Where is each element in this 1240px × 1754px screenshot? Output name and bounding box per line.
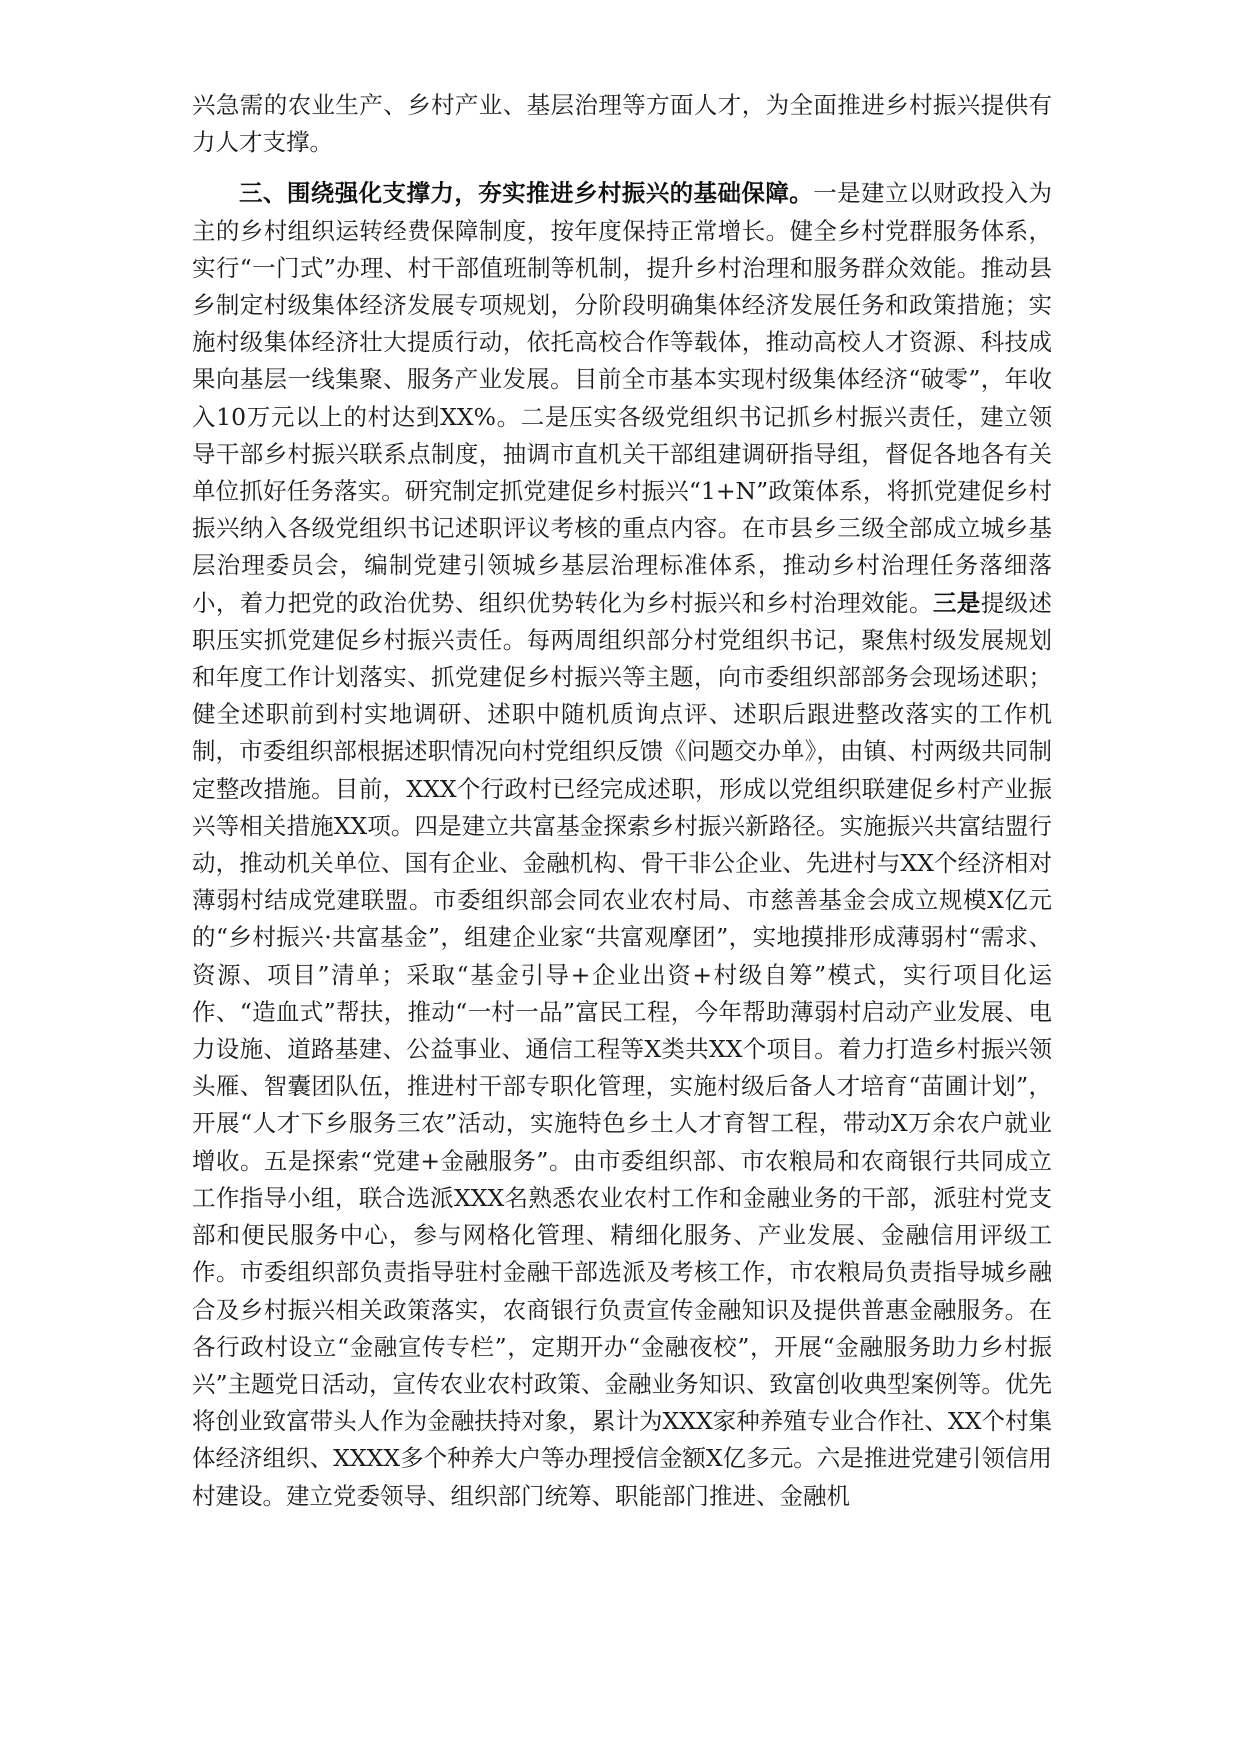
paragraph-section-three <box>192 175 1052 1514</box>
paragraph-continued: 兴急需的农业生产、乡村产业、基层治理等方面人才，为全面推进乡村振兴提供有力人才支撑。 <box>192 91 1052 157</box>
section-text-part-1: 一是建立以财政投入为主的乡村组织运转经费保障制度，按年度保持正常增长。健全乡村党群服务体系，实行“一门式”办理、村干部值班制等机制，提升乡村治理和服务群众效能。推动县乡制定村级集体经济发展专项规划，分阶段明确集体经济发展任务和政策措施；实施村级集体经济壮大提质行动，依托高校合作等载体，推动高校人才资源、科技成果向基层一线集聚、服务产业发展。目前全市基本实现村级集体经济“破零”，年收入10万元以上的村达到XX%。二是压实各级党组织书记抓乡村振兴责任，建立领导干部乡村振兴联系点制度，抽调市直机关干部组建调研指导组，督促各地各有关单位抓好任务落实。研究制定抓党建促乡村振兴“1+N”政策体系，将抓党建促乡村振兴纳入各级党组织书记述职评议考核的重点内容。在市县乡三级全部成立城乡基层治理委员会，编制党建引领城乡基层治理标准体系，推动乡村治理任务落细落小，着力把党的政治优势、组织优势转化为乡村振兴和乡村治理效能。 <box>192 179 1053 617</box>
section-text-part-2: 提级述职压实抓党建促乡村振兴责任。每两周组织部分村党组织书记，聚焦村级发展规划和年度工作计划落实、抓党建促乡村振兴等主题，向市委组织部部务会现场述职；健全述职前到村实地调研、述职中随机质询点评、述职后跟进整改落实的工作机制，市委组织部根据述职情况向村党组织反馈《问题交办单》，由镇、村两级共同制定整改措施。目前，XXX个行政村已经完成述职，形成以党组织联建促乡村产业振兴等相关措施XX项。四是建立共富基金探索乡村振兴新路径。实施振兴共富结盟行动，推动机关单位、国有企业、金融机构、骨干非公企业、先进村与XX个经济相对薄弱村结成党建联盟。市委组织部会同农业农村局、市慈善基金会成立规模X亿元的“乡村振兴·共富基金”，组建企业家“共富观摩团”，实地摸排形成薄弱村“需求、资源、项目”清单；采取“基金引导+企业出资+村级自筹”模式，实行项目化运作、“造血式”帮扶，推动“一村一品”富民工程，今年帮助薄弱村启动产业发展、电力设施、道路基建、公益事业、通信工程等X类共XX个项目。着力打造乡村振兴领头雁、智囊团队伍，推进村干部专职化管理，实施村级后备人才培育“苗圃计划”，开展“人才下乡服务三农”活动，实施特色乡土人才育智工程，带动X万余农户就业增收。五是探索“党建+金融服务”。由市委组织部、市农粮局和农商银行共同成立工作指导小组，联合选派XXX名熟悉农业农村工作和金融业务的干部，派驻村党支部和便民服务中心，参与网格化管理、精细化服务、产业发展、金融信用评级工作。市委组织部负责指导驻村金融干部选派及考核工作，市农粮局负责指导城乡融合及乡村振兴相关政策落实，农商银行负责宣传金融知识及提供普惠金融服务。在各行政村设立“金融宣传专栏”，定期开办“金融夜校”，开展“金融服务助力乡村振兴”主题党日活动，宣传农业农村政策、金融业务知识、致富创收典型案例等。优先将创业致富带头人作为金融扶持对象，累计为XXX家种养殖专业合作社、XX个村集体经济组织、XXXX多个种养大户等办理授信金额X亿多元。六是推进党建引领信用村建设。建立党委领导、组织部门统筹、职能部门推进、金融机 <box>192 588 1053 1510</box>
bold-marker-third: 三是 <box>932 588 981 617</box>
section-heading: 三、围绕强化支撑力，夯实推进乡村振兴的基础保障。 <box>239 179 814 208</box>
document-body <box>192 87 1052 1515</box>
